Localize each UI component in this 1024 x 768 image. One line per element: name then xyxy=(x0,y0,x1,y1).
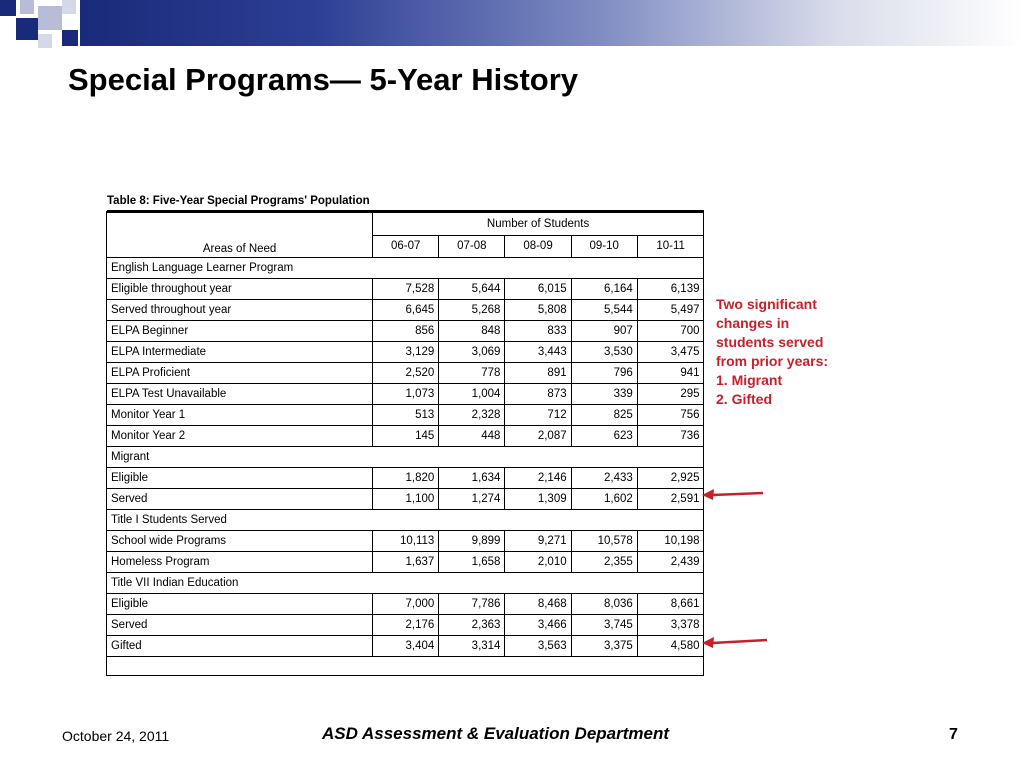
table-row xyxy=(107,342,704,363)
value-cell: 873 xyxy=(505,384,571,405)
value-cell: 1,004 xyxy=(439,384,505,405)
row-label: Served throughout year xyxy=(107,300,373,321)
value-cell: 2,355 xyxy=(571,552,637,573)
value-cell: 2,439 xyxy=(637,552,703,573)
value-cell: 10,578 xyxy=(571,531,637,552)
table-row xyxy=(107,447,704,468)
value-cell: 5,268 xyxy=(439,300,505,321)
value-cell: 1,100 xyxy=(373,489,439,510)
decor-square xyxy=(0,0,16,16)
value-cell: 891 xyxy=(505,363,571,384)
value-cell: 7,786 xyxy=(439,594,505,615)
table-row xyxy=(107,405,704,426)
value-cell: 833 xyxy=(505,321,571,342)
row-label: ELPA Test Unavailable xyxy=(107,384,373,405)
value-cell: 3,375 xyxy=(571,636,637,657)
row-label: Eligible xyxy=(107,594,373,615)
table-row xyxy=(107,615,704,636)
row-label: School wide Programs xyxy=(107,531,373,552)
value-cell: 1,658 xyxy=(439,552,505,573)
row-label: Homeless Program xyxy=(107,552,373,573)
value-cell: 8,036 xyxy=(571,594,637,615)
value-cell: 2,087 xyxy=(505,426,571,447)
value-cell: 2,433 xyxy=(571,468,637,489)
value-cell: 7,528 xyxy=(373,279,439,300)
value-cell: 1,602 xyxy=(571,489,637,510)
value-cell: 2,520 xyxy=(373,363,439,384)
value-cell: 2,591 xyxy=(637,489,703,510)
annotation-line: Two significant xyxy=(716,296,817,312)
value-cell: 3,314 xyxy=(439,636,505,657)
value-cell: 6,164 xyxy=(571,279,637,300)
column-header-number: Number of Students xyxy=(373,213,704,236)
table-row xyxy=(107,510,704,531)
value-cell: 756 xyxy=(637,405,703,426)
value-cell: 4,580 xyxy=(637,636,703,657)
value-cell: 796 xyxy=(571,363,637,384)
value-cell: 8,661 xyxy=(637,594,703,615)
footer-date: October 24, 2011 xyxy=(62,728,170,744)
table-row xyxy=(107,552,704,573)
value-cell: 1,309 xyxy=(505,489,571,510)
value-cell: 2,328 xyxy=(439,405,505,426)
value-cell: 3,466 xyxy=(505,615,571,636)
value-cell: 848 xyxy=(439,321,505,342)
value-cell: 5,808 xyxy=(505,300,571,321)
decor-square xyxy=(62,30,78,46)
decor-square xyxy=(38,34,52,48)
value-cell: 3,475 xyxy=(637,342,703,363)
value-cell: 712 xyxy=(505,405,571,426)
value-cell: 6,645 xyxy=(373,300,439,321)
table-row xyxy=(107,468,704,489)
programs-table xyxy=(107,212,704,676)
value-cell: 5,544 xyxy=(571,300,637,321)
annotation-note xyxy=(716,295,876,409)
decor-square xyxy=(20,0,34,14)
value-cell: 3,443 xyxy=(505,342,571,363)
year-header: 07-08 xyxy=(439,235,505,258)
year-header: 06-07 xyxy=(373,235,439,258)
value-cell: 145 xyxy=(373,426,439,447)
table-caption: Table 8: Five-Year Special Programs' Population xyxy=(107,195,370,207)
value-cell: 3,404 xyxy=(373,636,439,657)
section-label: Title I Students Served xyxy=(107,510,704,531)
year-header: 09-10 xyxy=(571,235,637,258)
value-cell: 1,073 xyxy=(373,384,439,405)
value-cell: 2,363 xyxy=(439,615,505,636)
row-label: Served xyxy=(107,615,373,636)
table-row xyxy=(107,384,704,405)
value-cell: 778 xyxy=(439,363,505,384)
row-label: ELPA Proficient xyxy=(107,363,373,384)
table-row xyxy=(107,531,704,552)
value-cell: 1,820 xyxy=(373,468,439,489)
value-cell: 941 xyxy=(637,363,703,384)
section-label: Title VII Indian Education xyxy=(107,573,704,594)
row-label: Eligible xyxy=(107,468,373,489)
value-cell: 2,010 xyxy=(505,552,571,573)
table-row xyxy=(107,636,704,657)
value-cell: 8,468 xyxy=(505,594,571,615)
decor-square xyxy=(62,0,76,14)
table-row xyxy=(107,300,704,321)
row-label: Monitor Year 2 xyxy=(107,426,373,447)
footer-department: ASD Assessment & Evaluation Department xyxy=(322,724,670,743)
table-row-empty xyxy=(107,657,704,677)
annotation-line: changes in xyxy=(716,315,790,331)
section-label: Migrant xyxy=(107,447,704,468)
row-label: Monitor Year 1 xyxy=(107,405,373,426)
value-cell: 9,271 xyxy=(505,531,571,552)
value-cell: 339 xyxy=(571,384,637,405)
row-label: ELPA Beginner xyxy=(107,321,373,342)
value-cell: 736 xyxy=(637,426,703,447)
arrow-migrant-icon xyxy=(700,486,766,502)
value-cell: 6,015 xyxy=(505,279,571,300)
value-cell: 3,129 xyxy=(373,342,439,363)
section-label: English Language Learner Program xyxy=(107,258,704,279)
value-cell: 448 xyxy=(439,426,505,447)
decor-square xyxy=(16,18,38,40)
value-cell: 3,745 xyxy=(571,615,637,636)
annotation-line: students served xyxy=(716,334,824,350)
table-row xyxy=(107,363,704,384)
value-cell: 3,563 xyxy=(505,636,571,657)
value-cell: 2,925 xyxy=(637,468,703,489)
row-label: ELPA Intermediate xyxy=(107,342,373,363)
header-bar xyxy=(80,0,1024,46)
value-cell: 3,069 xyxy=(439,342,505,363)
value-cell: 1,274 xyxy=(439,489,505,510)
annotation-line: 1. Migrant xyxy=(716,372,783,388)
section-label: Gifted xyxy=(107,636,373,657)
value-cell: 856 xyxy=(373,321,439,342)
annotation-line: from prior years: xyxy=(716,353,829,369)
decor-square xyxy=(38,6,62,30)
value-cell: 700 xyxy=(637,321,703,342)
value-cell: 2,176 xyxy=(373,615,439,636)
table-frame xyxy=(106,211,704,676)
value-cell: 6,139 xyxy=(637,279,703,300)
value-cell: 5,497 xyxy=(637,300,703,321)
table-row xyxy=(107,258,704,279)
row-label: Served xyxy=(107,489,373,510)
value-cell: 1,634 xyxy=(439,468,505,489)
table-row xyxy=(107,594,704,615)
value-cell: 825 xyxy=(571,405,637,426)
table-row xyxy=(107,573,704,594)
value-cell: 623 xyxy=(571,426,637,447)
column-header-areas: Areas of Need xyxy=(107,213,373,258)
value-cell: 10,198 xyxy=(637,531,703,552)
slide-title: Special Programs— 5-Year History xyxy=(68,62,579,97)
year-header: 08-09 xyxy=(505,235,571,258)
value-cell: 295 xyxy=(637,384,703,405)
page-number: 7 xyxy=(949,726,958,743)
value-cell: 3,378 xyxy=(637,615,703,636)
table-row xyxy=(107,426,704,447)
row-label: Eligible throughout year xyxy=(107,279,373,300)
table-body xyxy=(107,258,704,677)
value-cell: 7,000 xyxy=(373,594,439,615)
value-cell: 2,146 xyxy=(505,468,571,489)
value-cell: 1,637 xyxy=(373,552,439,573)
year-header: 10-11 xyxy=(637,235,703,258)
value-cell: 3,530 xyxy=(571,342,637,363)
value-cell: 10,113 xyxy=(373,531,439,552)
value-cell: 513 xyxy=(373,405,439,426)
source-note-fragment xyxy=(107,677,704,683)
table-row xyxy=(107,279,704,300)
value-cell: 907 xyxy=(571,321,637,342)
value-cell: 9,899 xyxy=(439,531,505,552)
annotation-line: 2. Gifted xyxy=(716,391,773,407)
arrow-gifted-icon xyxy=(700,634,770,650)
table-row xyxy=(107,321,704,342)
value-cell: 5,644 xyxy=(439,279,505,300)
table-row xyxy=(107,489,704,510)
